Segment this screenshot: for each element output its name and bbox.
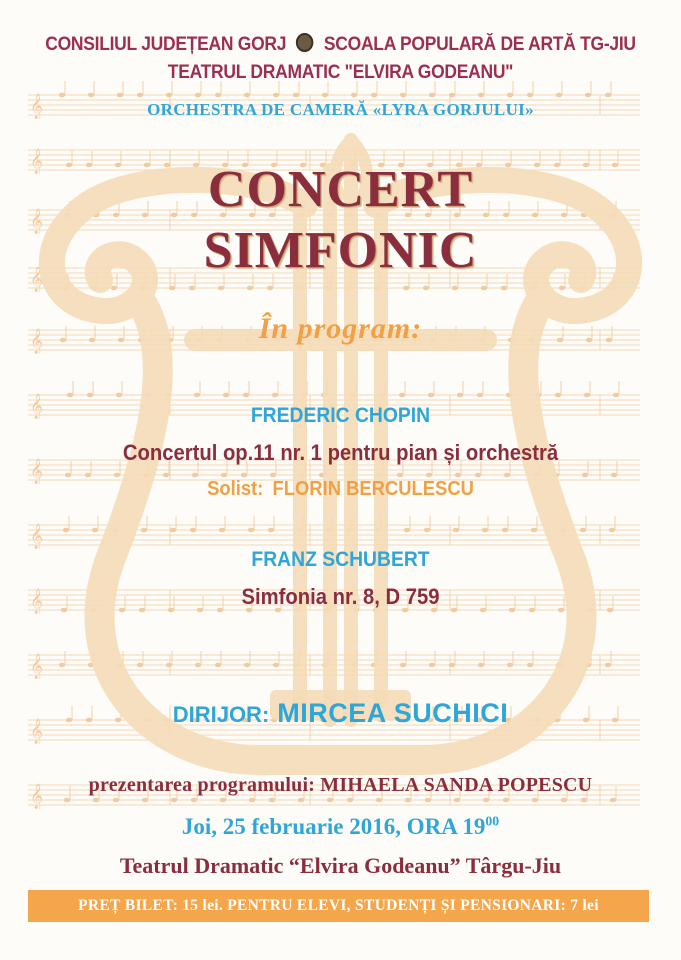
separator-dot-icon — [296, 33, 313, 52]
treble-clef-icon: 𝄞 — [30, 784, 44, 809]
org-art-school: SCOALA POPULARĂ DE ARTĂ TG-JIU — [323, 34, 636, 55]
organizers-line — [27, 34, 654, 56]
treble-clef-icon: 𝄞 — [30, 719, 44, 744]
org-county-council: CONSILIUL JUDEȚEAN GORJ — [45, 34, 287, 55]
treble-clef-icon: 𝄞 — [30, 209, 44, 234]
composer-chopin: FREDERIC CHOPIN — [250, 404, 431, 427]
venue-line: Teatrul Dramatic “Elvira Godeanu” Târgu-Jiu — [119, 853, 562, 878]
conductor-line — [0, 698, 681, 729]
soloist-line — [27, 478, 654, 501]
conductor-label: DIRIJOR: — [172, 702, 270, 727]
ticket-price-bar: PREȚ BILET: 15 lei. PENTRU ELEVI, STUDENȚI ȘI PENSIONARI: 7 lei — [28, 890, 649, 922]
soloist-label: Solist: — [207, 478, 264, 500]
work-schubert: Simfonia nr. 8, D 759 — [241, 584, 440, 609]
conductor-name: MIRCEA SUCHICI — [277, 698, 509, 728]
treble-clef-icon: 𝄞 — [30, 524, 44, 549]
event-time-minutes: 00 — [485, 813, 500, 829]
treble-clef-icon: 𝄞 — [30, 329, 44, 354]
treble-clef-icon: 𝄞 — [30, 654, 44, 679]
title-line-1: CONCERT — [207, 161, 474, 218]
treble-clef-icon: 𝄞 — [30, 149, 44, 174]
treble-clef-icon: 𝄞 — [30, 394, 44, 419]
treble-clef-icon: 𝄞 — [30, 94, 44, 119]
event-date — [0, 814, 681, 840]
orchestra-name: ORCHESTRA DE CAMERĂ «LYRA GORJULUI» — [147, 100, 534, 119]
theatre-name: TEATRUL DRAMATIC "ELVIRA GODEANU" — [167, 62, 514, 83]
composer-schubert: FRANZ SCHUBERT — [251, 548, 430, 571]
program-heading: În program: — [258, 312, 423, 345]
treble-clef-icon: 𝄞 — [30, 589, 44, 614]
soloist-name: FLORIN BERCULESCU — [272, 478, 474, 500]
treble-clef-icon: 𝄞 — [30, 267, 44, 292]
work-chopin: Concertul op.11 nr. 1 pentru pian și orchestră — [122, 440, 559, 465]
event-date-text: Joi, 25 februarie 2016, ORA 19 — [181, 814, 486, 839]
title-line-2: SIMFONIC — [203, 222, 478, 279]
presenter-line: prezentarea programului: MIHAELA SANDA POPESCU — [88, 774, 593, 796]
treble-clef-icon: 𝄞 — [30, 459, 44, 484]
